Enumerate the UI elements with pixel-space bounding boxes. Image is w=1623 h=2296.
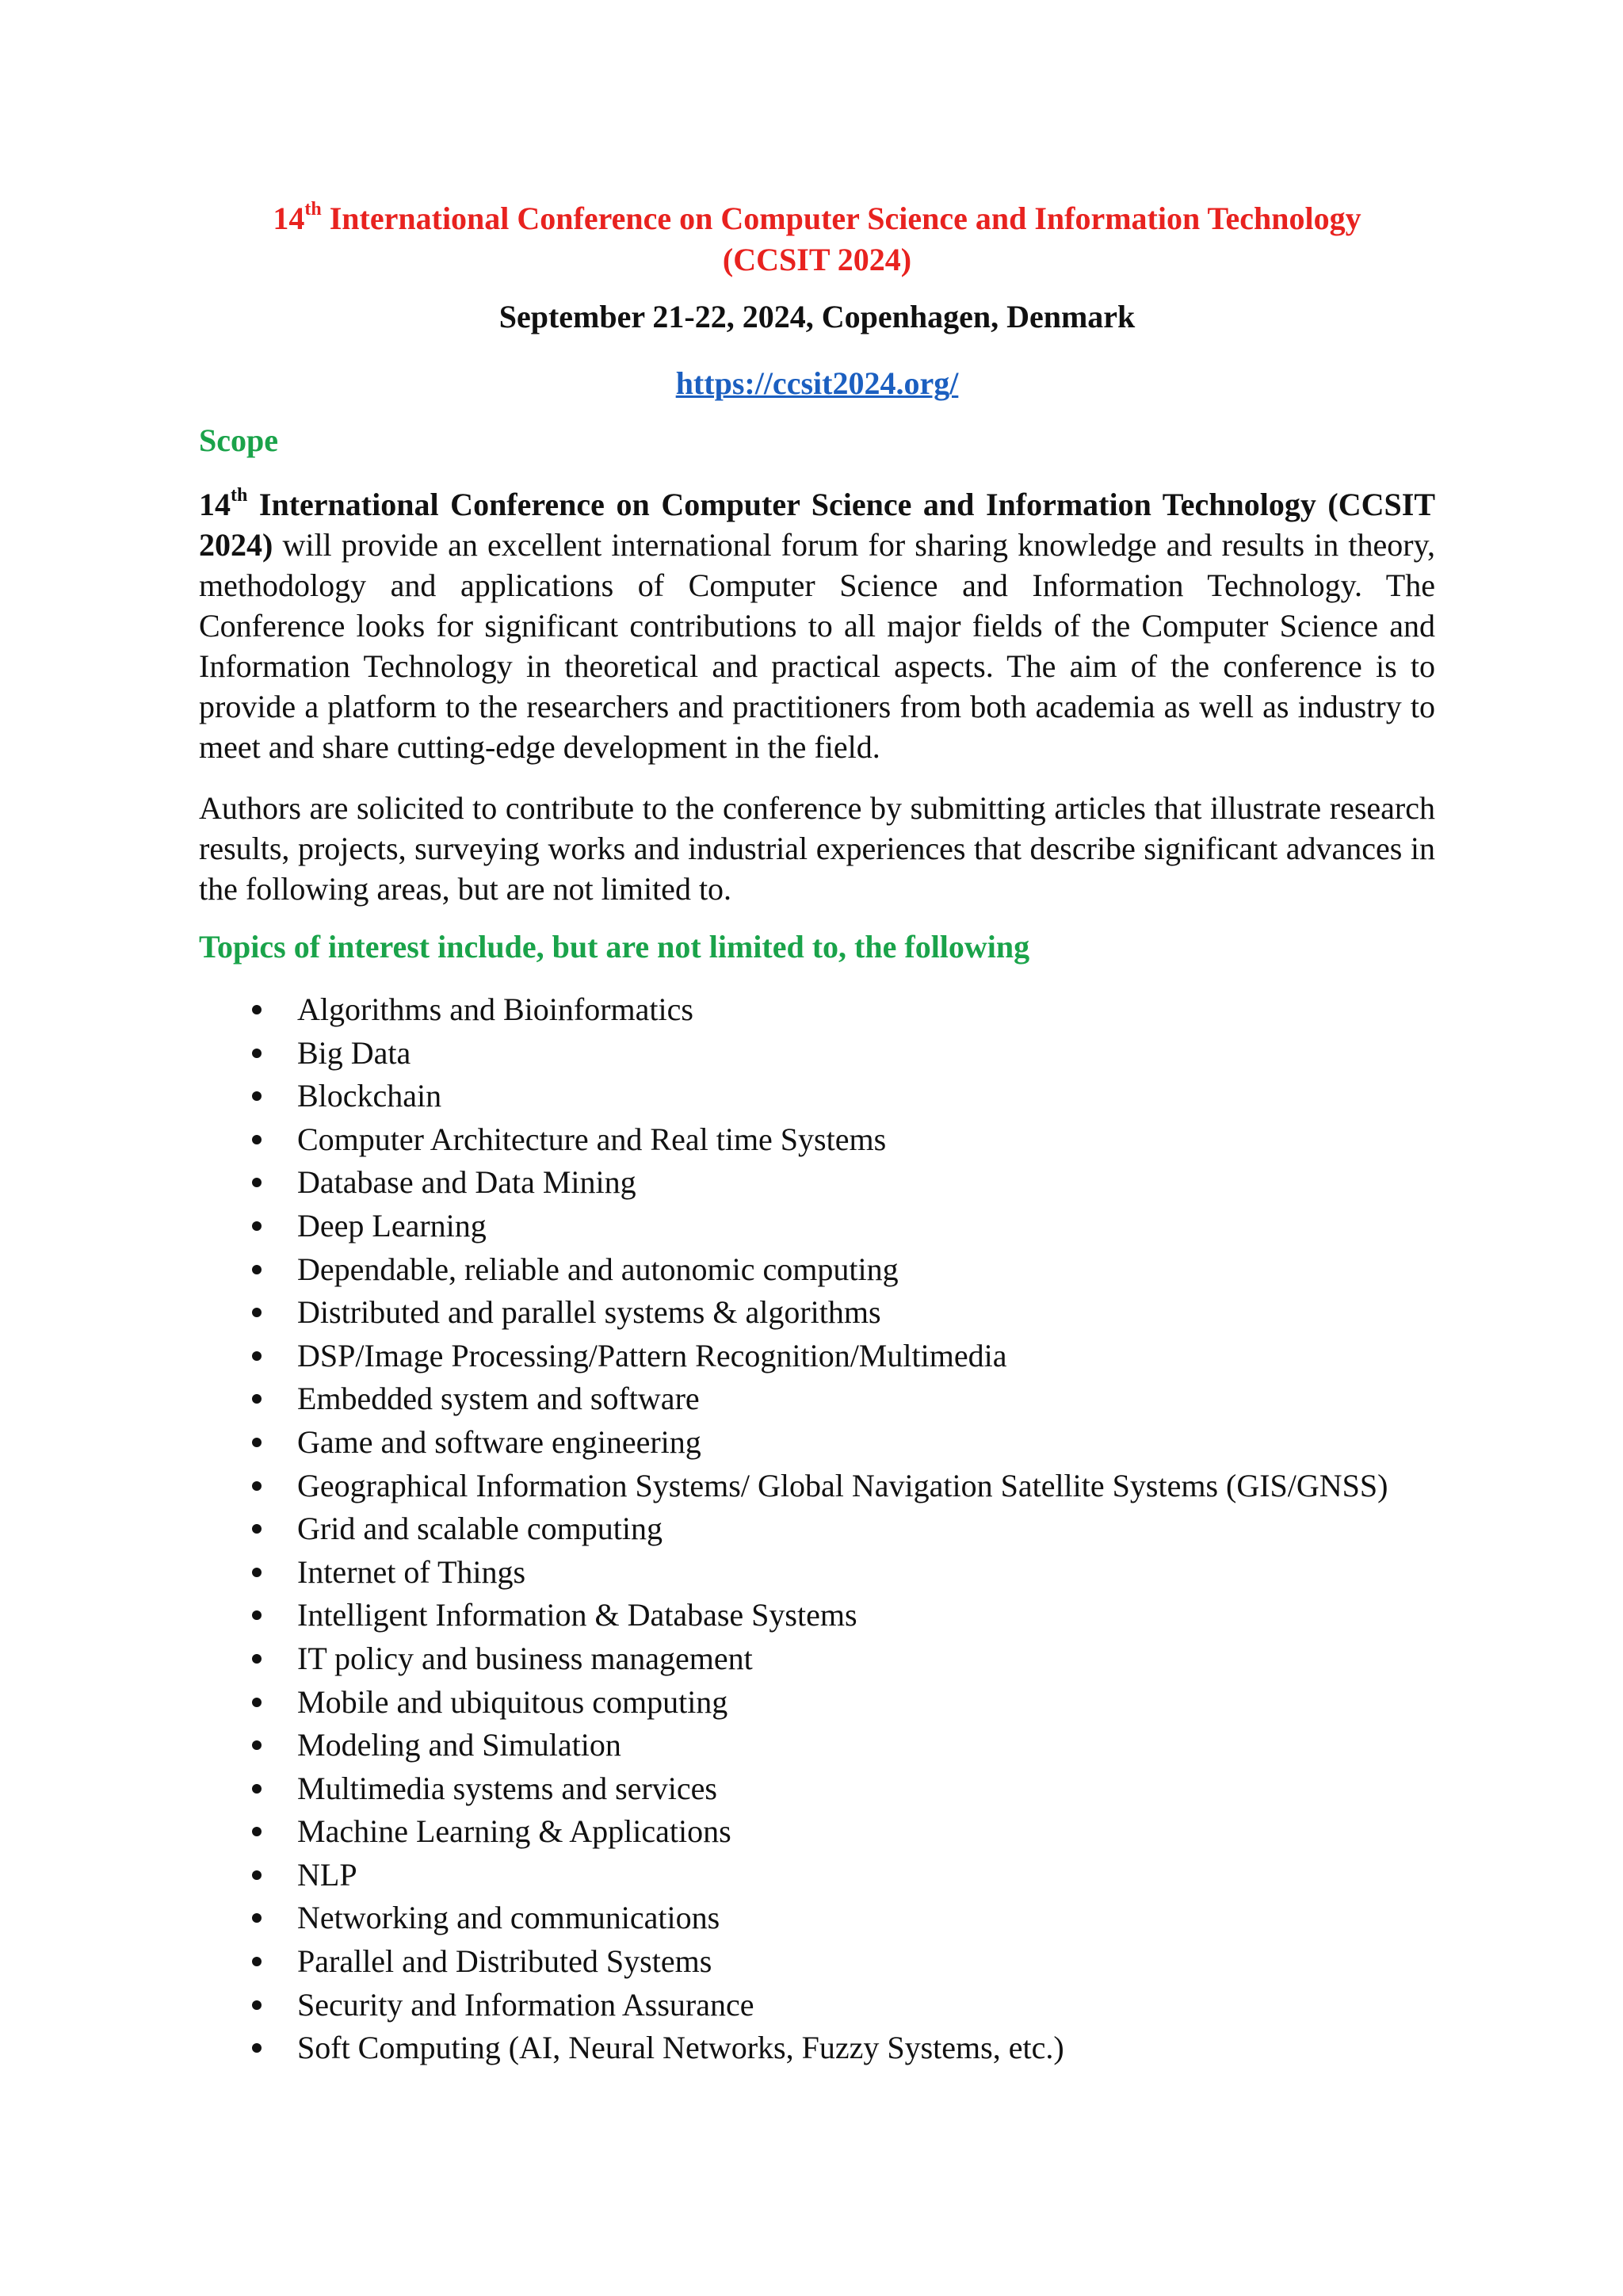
topic-label: Multimedia systems and services xyxy=(297,1770,717,1806)
topic-label: Machine Learning & Applications xyxy=(297,1813,731,1850)
bullet-icon xyxy=(252,1784,262,1794)
topic-label: Game and software engineering xyxy=(297,1423,701,1460)
list-item xyxy=(199,1075,1435,1118)
list-item xyxy=(199,1507,1435,1551)
topic-label: DSP/Image Processing/Pattern Recognition/Multimedia xyxy=(297,1337,1007,1373)
list-item xyxy=(199,1335,1435,1378)
topic-label: Database and Data Mining xyxy=(297,1164,636,1201)
conference-dates: September 21-22, 2024, Copenhagen, Denmark xyxy=(498,299,1136,334)
bullet-icon xyxy=(252,1524,262,1534)
bullet-icon xyxy=(252,1351,262,1361)
topic-label: Grid and scalable computing xyxy=(297,1511,663,1547)
bullet-icon xyxy=(252,1178,262,1187)
list-item xyxy=(199,1205,1435,1248)
scope-lead-number: 14 xyxy=(199,487,231,522)
list-item xyxy=(199,1724,1435,1767)
bullet-icon xyxy=(252,1221,262,1231)
topic-label: Dependable, reliable and autonomic computing xyxy=(297,1251,899,1287)
bullet-icon xyxy=(252,1005,262,1014)
title-acronym: (CCSIT 2024) xyxy=(722,242,912,277)
topic-label: Modeling and Simulation xyxy=(297,1727,621,1763)
topic-label: Deep Learning xyxy=(297,1207,487,1244)
topic-label: Geographical Information Systems/ Global Navigation Satellite Systems (GIS/GNSS) xyxy=(297,1467,1388,1503)
topic-label: Soft Computing (AI, Neural Networks, Fuzzy Systems, etc.) xyxy=(297,2030,1064,2066)
scope-lead-ordinal: th xyxy=(231,484,248,506)
topics-list xyxy=(199,988,1435,2070)
topics-heading: Topics of interest include, but are not limited to, the following xyxy=(199,929,1030,965)
list-item xyxy=(199,1421,1435,1465)
bullet-icon xyxy=(252,1135,262,1144)
bullet-icon xyxy=(252,2000,262,2010)
topic-label: Algorithms and Bioinformatics xyxy=(297,991,693,1027)
scope-lead-text: International Conference on Computer Science and Information Technology (CCSIT 2024) xyxy=(199,487,1435,563)
topic-label: Intelligent Information & Database Systems xyxy=(297,1597,857,1633)
title-number: 14 xyxy=(273,201,305,236)
topic-label: Security and Information Assurance xyxy=(297,1986,754,2023)
list-item xyxy=(199,1594,1435,1637)
list-item xyxy=(199,1681,1435,1725)
topic-label: Parallel and Distributed Systems xyxy=(297,1943,712,1980)
page-content xyxy=(199,187,1435,2070)
topic-label: Blockchain xyxy=(297,1078,442,1114)
bullet-icon xyxy=(252,1481,262,1491)
topic-label: Internet of Things xyxy=(297,1553,526,1590)
bullet-icon xyxy=(252,1438,262,1447)
list-item xyxy=(199,1291,1435,1335)
bullet-icon xyxy=(252,1913,262,1923)
title-ordinal: th xyxy=(304,198,322,220)
list-item xyxy=(199,1161,1435,1205)
bullet-icon xyxy=(252,2043,262,2053)
topic-label: IT policy and business management xyxy=(297,1640,753,1676)
conference-title xyxy=(199,198,1435,281)
scope-paragraph xyxy=(199,484,1435,767)
topic-label: Big Data xyxy=(297,1034,411,1071)
bullet-icon xyxy=(252,1610,262,1620)
list-item xyxy=(199,1637,1435,1681)
list-item xyxy=(199,1984,1435,2027)
scope-heading: Scope xyxy=(199,422,278,458)
bullet-icon xyxy=(252,1740,262,1750)
list-item xyxy=(199,1032,1435,1075)
list-item xyxy=(199,1248,1435,1292)
topic-label: Networking and communications xyxy=(297,1900,720,1936)
list-item xyxy=(199,1377,1435,1421)
list-item xyxy=(199,1551,1435,1595)
list-item xyxy=(199,1767,1435,1811)
list-item xyxy=(199,2027,1435,2070)
bullet-icon xyxy=(252,1654,262,1664)
conference-website xyxy=(199,365,1435,403)
list-item xyxy=(199,1465,1435,1508)
bullet-icon xyxy=(252,1870,262,1880)
bullet-icon xyxy=(252,1827,262,1836)
bullet-icon xyxy=(252,1265,262,1274)
website-link[interactable]: https://ccsit2024.org/ xyxy=(675,365,959,401)
bullet-icon xyxy=(252,1308,262,1317)
bullet-icon xyxy=(252,1568,262,1577)
bullet-icon xyxy=(252,1394,262,1404)
bullet-icon xyxy=(252,1049,262,1058)
list-item xyxy=(199,1810,1435,1854)
topic-label: Mobile and ubiquitous computing xyxy=(297,1683,728,1720)
authors-paragraph: Authors are solicited to contribute to the conference by submitting articles that illustrate research results, projects, surveying works and industrial experiences that describe significant advances in the following areas, but are not limited to. xyxy=(199,790,1435,907)
scope-body-text: will provide an excellent international forum for sharing knowledge and results in theory, methodology and applications of Computer Science and Information Technology. The Conference looks for significant contributions to all major fields of the Computer Science and Information Technology in theoretical and practical aspects. The aim of the conference is to provide a platform to the researchers and practitioners from both academia as well as industry to meet and share cutting-edge development in the field. xyxy=(199,527,1435,765)
list-item xyxy=(199,1897,1435,1940)
topic-label: Distributed and parallel systems & algorithms xyxy=(297,1294,881,1331)
list-item xyxy=(199,1854,1435,1897)
bullet-icon xyxy=(252,1091,262,1101)
topic-label: Computer Architecture and Real time Systems xyxy=(297,1121,887,1157)
topic-label: NLP xyxy=(297,1856,357,1893)
bullet-icon xyxy=(252,1698,262,1707)
bullet-icon xyxy=(252,1957,262,1966)
title-text: International Conference on Computer Science and Information Technology xyxy=(321,201,1361,236)
list-item xyxy=(199,1940,1435,1984)
list-item xyxy=(199,988,1435,1032)
list-item xyxy=(199,1118,1435,1162)
topic-label: Embedded system and software xyxy=(297,1381,700,1417)
